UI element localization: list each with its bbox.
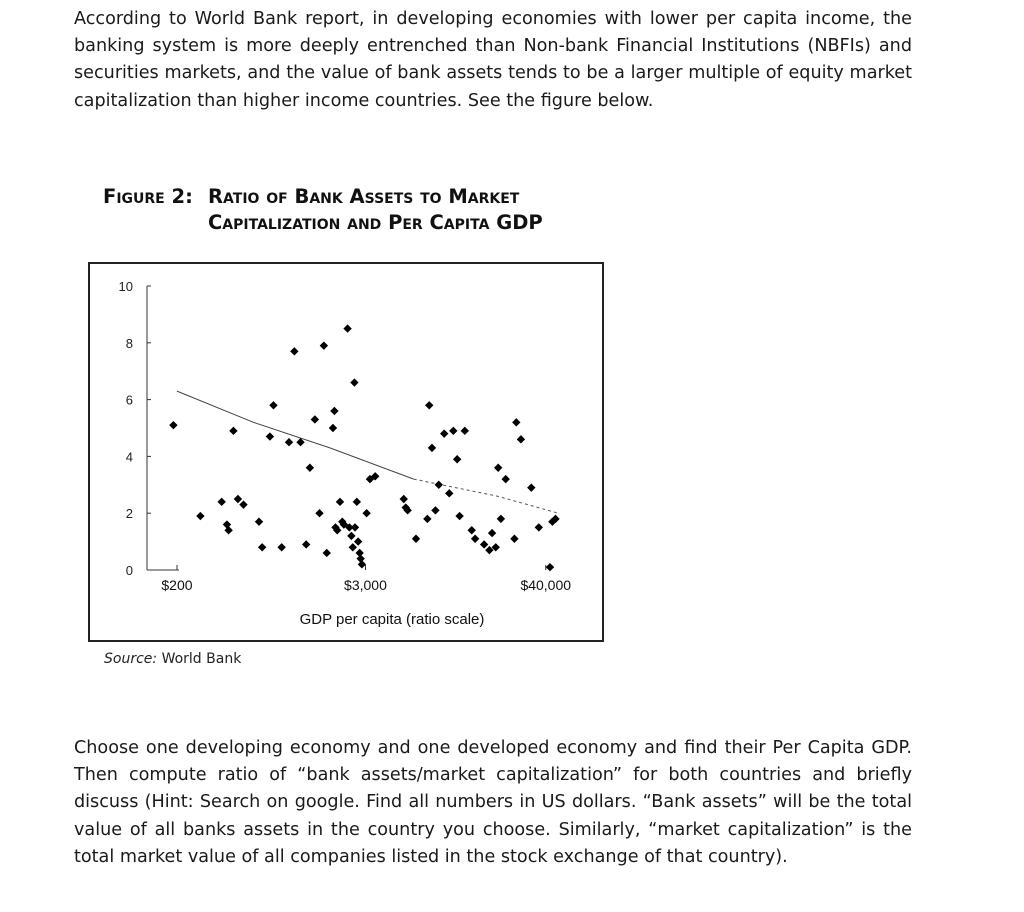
data-point	[169, 421, 177, 429]
data-point	[435, 481, 443, 489]
y-tick-label: 2	[125, 506, 133, 522]
data-point	[445, 489, 453, 497]
data-point	[258, 543, 266, 551]
figure-source	[104, 651, 241, 667]
data-point	[400, 495, 408, 503]
data-point	[497, 515, 505, 523]
scatter-plot	[90, 264, 602, 640]
data-point	[453, 455, 461, 463]
data-point	[471, 535, 479, 543]
data-point	[423, 515, 431, 523]
data-point	[362, 509, 370, 517]
data-point	[343, 324, 351, 332]
question-paragraph: Choose one developing economy and one developed economy and find their Per Capita GDP. Then compute ratio of “bank assets/market capitalization” for both countries and briefly discuss (Hint: Search on google. Find all numbers in US dollars. “Bank assets” will be the total value of all banks assets in the country you choose. Similarly, “market capitalization” is the total market value of all companies listed in the stock exchange of that country).	[74, 738, 912, 867]
x-tick-label: $40,000	[520, 577, 572, 593]
data-point	[306, 464, 314, 472]
figure-title-line2: Capitalization and Per Capita GDP	[208, 211, 543, 234]
source-label: Source:	[104, 651, 158, 667]
data-point	[302, 540, 310, 548]
x-axis-label: GDP per capita (ratio scale)	[299, 611, 485, 628]
x-tick-label: $3,000	[344, 577, 387, 593]
y-tick-label: 0	[125, 563, 133, 578]
data-point	[467, 526, 475, 534]
trend-line	[177, 391, 414, 479]
data-point	[527, 483, 535, 491]
data-point	[196, 512, 204, 520]
data-point	[351, 523, 359, 531]
data-point	[412, 535, 420, 543]
data-point	[512, 418, 520, 426]
data-point	[239, 500, 247, 508]
data-point	[290, 347, 298, 355]
data-point	[349, 543, 357, 551]
figure-frame	[88, 262, 604, 642]
data-point	[315, 509, 323, 517]
data-point	[510, 535, 518, 543]
data-point	[535, 523, 543, 531]
data-point	[269, 401, 277, 409]
x-tick-label: $200	[161, 577, 193, 593]
data-point	[229, 427, 237, 435]
data-point	[455, 512, 463, 520]
data-point	[546, 563, 554, 571]
figure-title-line1: Ratio of Bank Assets to Market	[208, 185, 520, 208]
data-point	[461, 427, 469, 435]
source-value: World Bank	[161, 651, 242, 667]
data-point	[428, 444, 436, 452]
data-point	[255, 518, 263, 526]
data-point	[336, 498, 344, 506]
data-point	[480, 540, 488, 548]
data-point	[329, 424, 337, 432]
figure-label: Figure 2:	[103, 185, 193, 208]
data-point	[494, 464, 502, 472]
figure-title	[103, 184, 543, 236]
data-point	[266, 432, 274, 440]
data-point	[431, 506, 439, 514]
data-point	[217, 498, 225, 506]
data-point	[320, 341, 328, 349]
data-point	[358, 560, 366, 568]
data-point	[517, 435, 525, 443]
y-tick-label: 8	[125, 335, 133, 351]
data-point	[488, 529, 496, 537]
data-point	[449, 427, 457, 435]
data-point	[330, 407, 338, 415]
data-point	[311, 415, 319, 423]
data-point	[234, 495, 242, 503]
data-point	[502, 475, 510, 483]
y-tick-label: 6	[125, 392, 133, 408]
data-point	[440, 429, 448, 437]
intro-paragraph: According to World Bank report, in developing economies with lower per capita income, the banking system is more deeply entrenched than Non-bank Financial Institutions (NBFIs) and securities markets, and the value of bank assets tends to be a larger multiple of equity market capitalization than higher income countries. See the figure below.	[74, 9, 912, 111]
y-tick-label: 4	[125, 449, 133, 465]
data-point	[285, 438, 293, 446]
data-point	[425, 401, 433, 409]
data-point	[277, 543, 285, 551]
y-tick-label: 10	[118, 279, 133, 294]
data-point	[354, 537, 362, 545]
data-point	[353, 498, 361, 506]
data-point	[350, 378, 358, 386]
data-point	[347, 532, 355, 540]
data-point	[323, 549, 331, 557]
